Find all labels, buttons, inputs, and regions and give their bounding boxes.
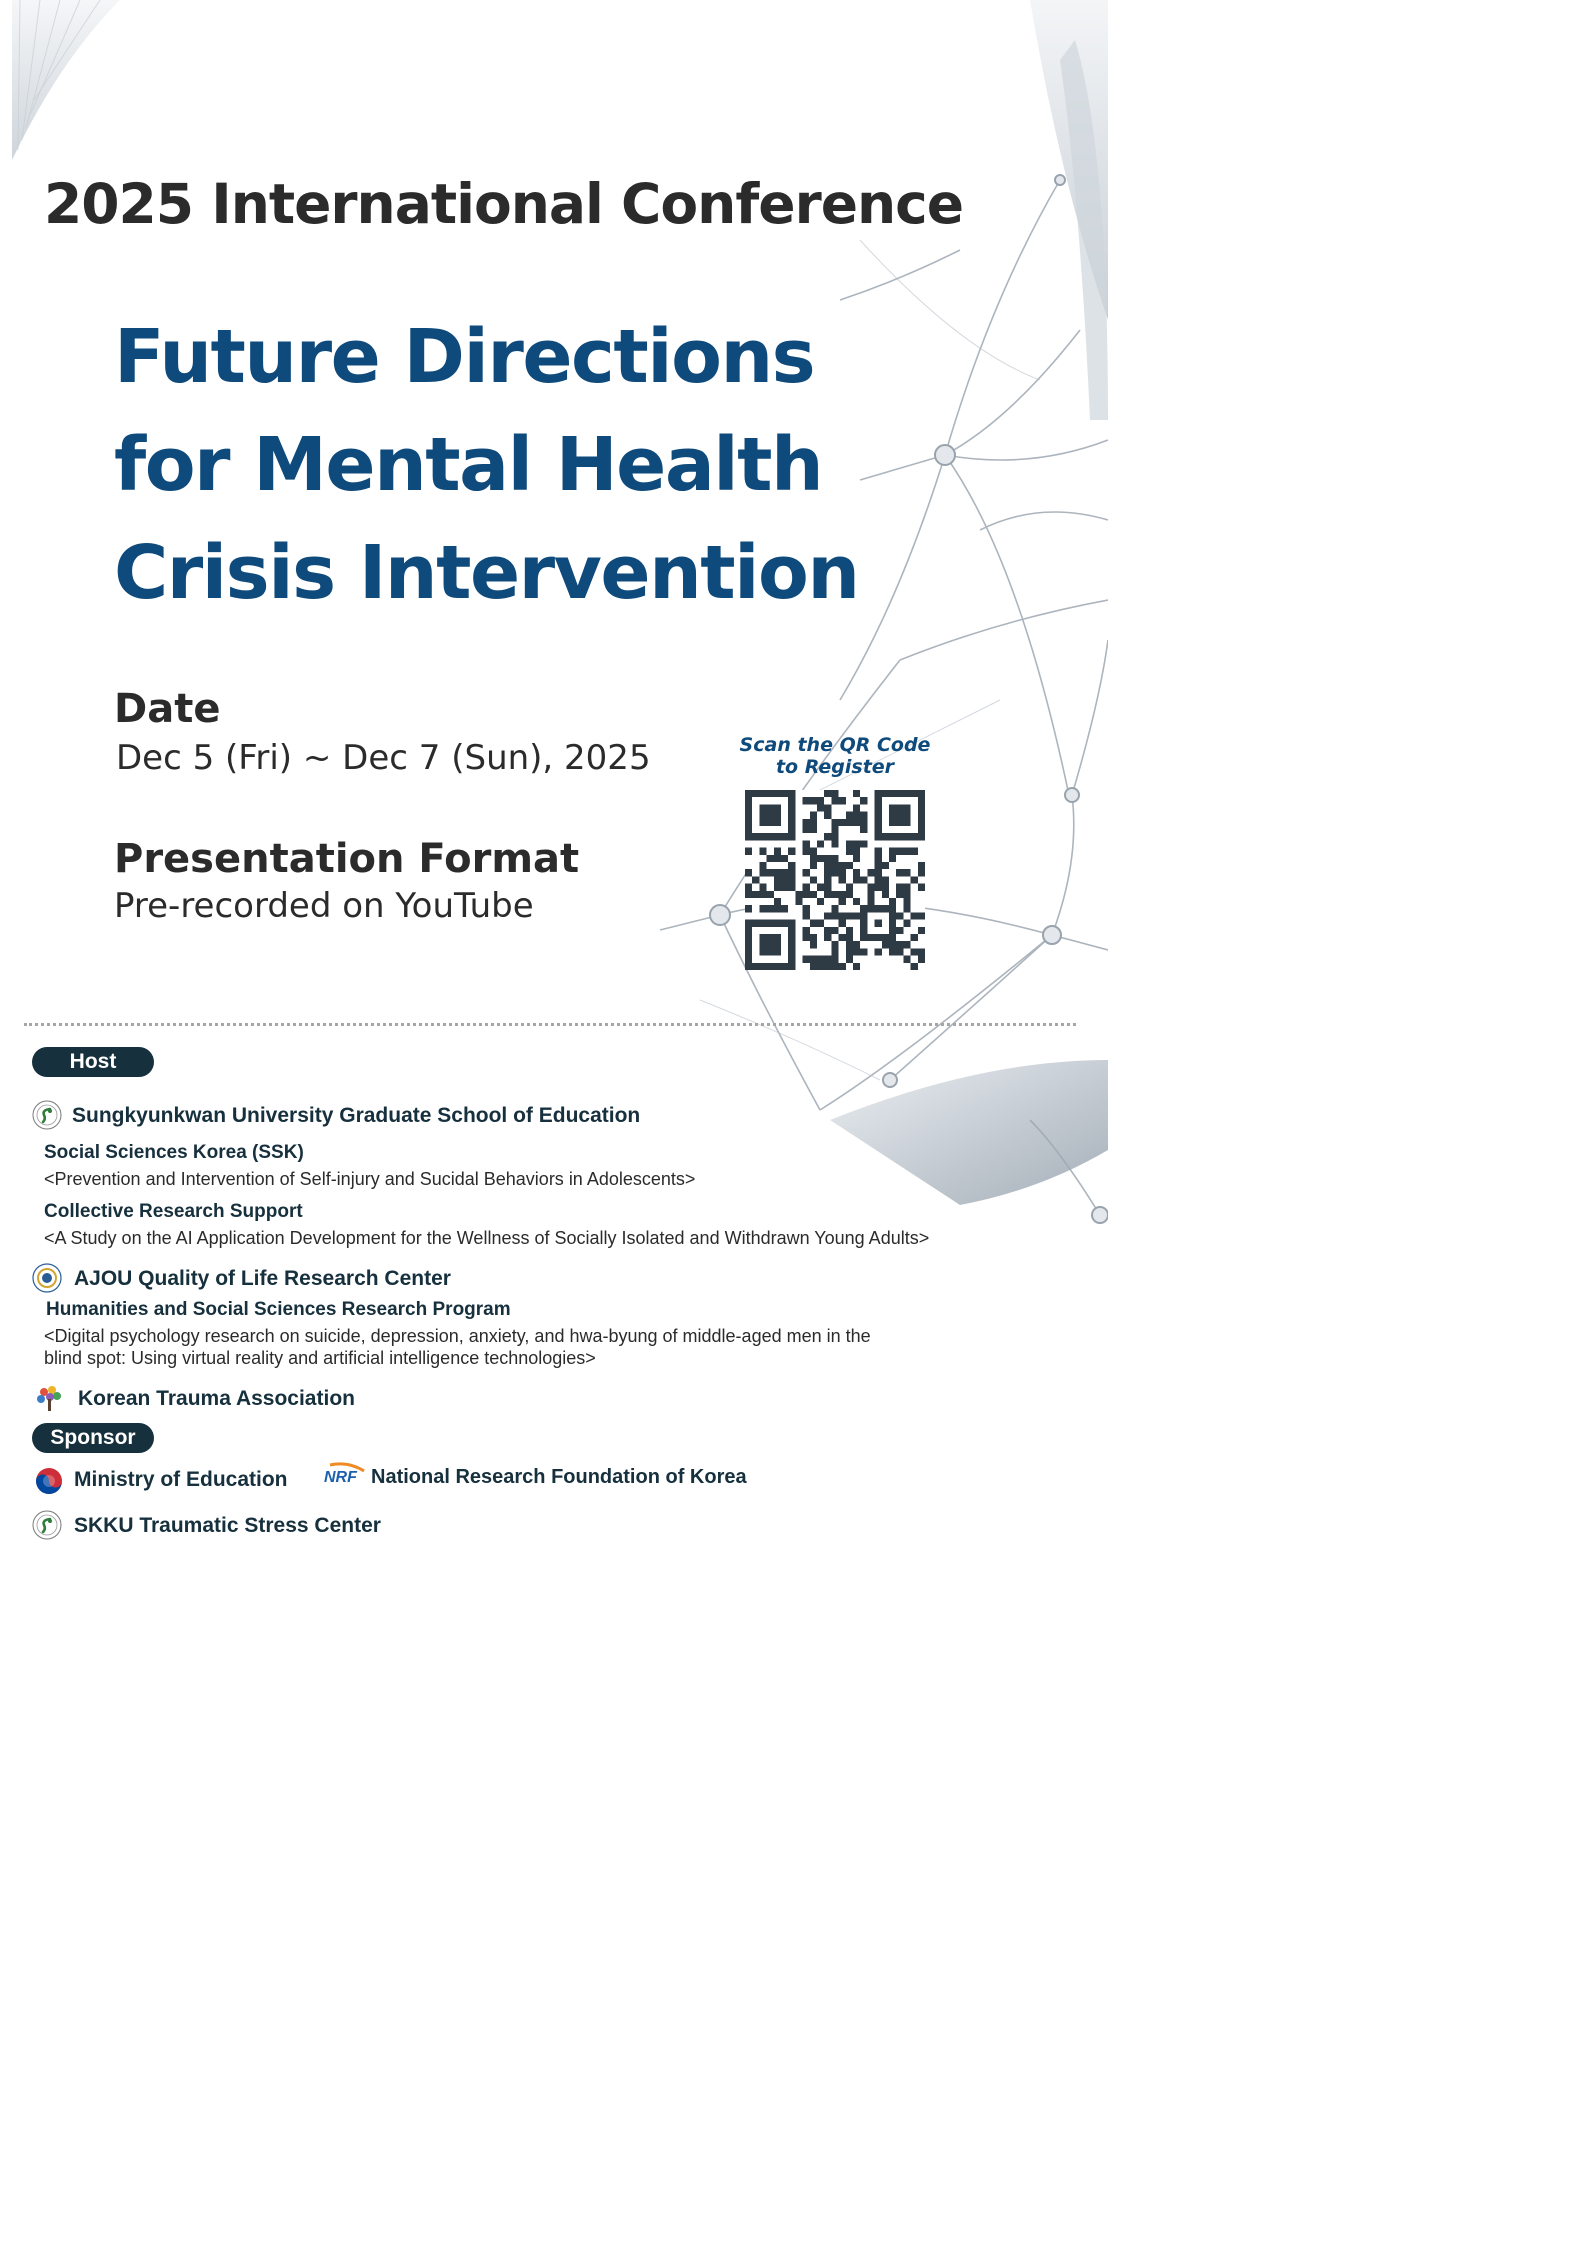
- date-value: Dec 5 (Fri) ~ Dec 7 (Sun), 2025: [116, 738, 651, 778]
- sponsor-nrf: National Research Foundation of Korea: [371, 1466, 747, 1488]
- host-program-crs-desc: <A Study on the AI Application Development for the Wellness of Socially Isolated and Withdrawn Young Adults>: [44, 1228, 930, 1248]
- nrf-logo-icon: [322, 1461, 368, 1491]
- host-org-ajou: AJOU Quality of Life Research Center: [74, 1267, 451, 1290]
- korean-trauma-association-tree-icon: [34, 1383, 64, 1413]
- ministry-of-education-taegeuk-icon: [34, 1466, 64, 1496]
- ajou-seal-icon: [32, 1263, 62, 1293]
- sponsor-badge: Sponsor: [32, 1423, 154, 1453]
- main-title: [114, 303, 994, 627]
- host-program-hss-desc-line-2: blind spot: Using virtual reality and artificial intelligence technologies>: [44, 1348, 596, 1368]
- format-value: Pre-recorded on YouTube: [114, 886, 534, 926]
- host-program-hss-title: Humanities and Social Sciences Research Program: [46, 1299, 511, 1320]
- host-org-kta: Korean Trauma Association: [78, 1387, 355, 1410]
- registration-qr-code[interactable]: [745, 790, 925, 970]
- host-program-ssk-desc: <Prevention and Intervention of Self-injury and Sucidal Behaviors in Adolescents>: [44, 1169, 696, 1189]
- qr-caption-line-2: to Register: [775, 756, 895, 778]
- main-title-line-2: for Mental Health: [114, 422, 823, 508]
- host-org-skku: Sungkyunkwan University Graduate School of Education: [72, 1104, 641, 1127]
- sponsor-ministry: Ministry of Education: [74, 1468, 288, 1491]
- conference-title: 2025 International Conference: [44, 172, 964, 236]
- format-label: Presentation Format: [114, 836, 580, 882]
- host-program-crs-title: Collective Research Support: [44, 1201, 303, 1222]
- skku-center-seal-icon: [32, 1510, 62, 1540]
- host-badge: Host: [32, 1047, 154, 1077]
- nrf-logo-text: NRF: [324, 1469, 357, 1486]
- date-label: Date: [114, 686, 221, 732]
- section-divider: [24, 1023, 1076, 1026]
- main-title-line-3: Crisis Intervention: [114, 530, 859, 616]
- skku-seal-icon: [32, 1100, 62, 1130]
- qr-caption: [720, 734, 950, 778]
- host-program-ssk-title: Social Sciences Korea (SSK): [44, 1142, 304, 1163]
- qr-caption-line-1: Scan the QR Code: [739, 734, 931, 756]
- main-title-line-1: Future Directions: [114, 314, 815, 400]
- host-program-hss-desc-line-1: <Digital psychology research on suicide, depression, anxiety, and hwa-byung of middle-aged men in the: [44, 1326, 871, 1346]
- sponsor-skku-center: SKKU Traumatic Stress Center: [74, 1514, 381, 1537]
